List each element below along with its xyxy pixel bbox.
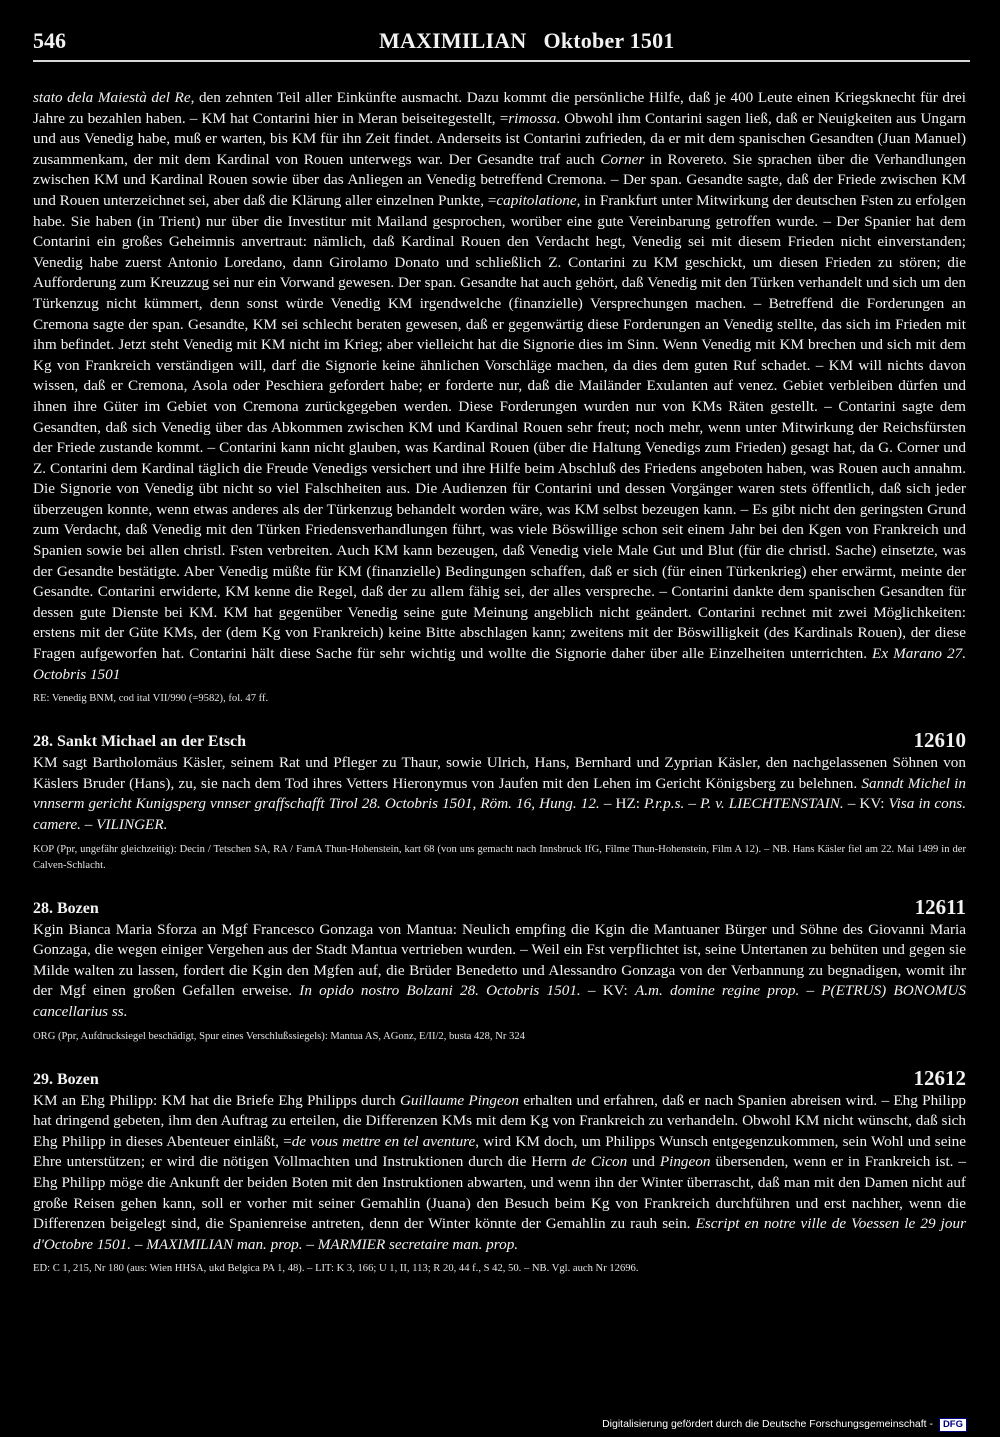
text-segment: übersenden, wenn er in Frankreich ist. – Ehg Philipp möge die Ankunft der beiden Boten mit den Instruktionen abwarten, und wenn ihn der Winter überrascht, daß man mit den Damen nicht auf große Reisen gehen kann, soll er vorher mit seiner Gemahlin (Juana) den Besuch beim Kg von Frankreich durchführen und erst nachher, wenn die Differenzen beigelegt sind, die Spanienreise antreten, denn der Winter könnte der Gemahlin zu rauh sein.	[33, 1153, 966, 1233]
page-body	[33, 88, 966, 1277]
text-segment: , den zehnten Teil aller Einkünfte ausmacht. Dazu kommt die persönliche Hilfe, daß je 400 Leute einen Kriegsknecht für drei Jahre zu bezahlen haben. – KM hat Contarini hier in Meran beiseitegestellt, =	[33, 89, 966, 127]
entry-header	[33, 1063, 966, 1091]
entry-12612	[33, 1063, 966, 1278]
entry-note: ED: C 1, 215, Nr 180 (aus: Wien HHSA, ukd Belgica PA 1, 48). – LIT: K 3, 166; U 1, II, 113; R 20, 44 f., S 42, 50. – NB. Vgl. auch Nr 12696.	[33, 1263, 639, 1275]
text-segment: – HZ:	[599, 795, 645, 813]
italic-text-segment: de vous mettre en tel aventure	[291, 1132, 476, 1150]
text-segment: –	[131, 1235, 147, 1253]
italic-text-segment: de Cicon	[571, 1153, 628, 1171]
italic-text-segment: MAXIMILIAN man. prop.	[146, 1235, 303, 1253]
page-header	[33, 28, 970, 60]
dfg-logo: DFG	[939, 1418, 967, 1432]
entry-text	[33, 920, 966, 1023]
italic-text-segment: Guillaume Pingeon	[399, 1091, 519, 1109]
text-segment: –	[302, 1235, 318, 1253]
header-rule	[33, 60, 970, 62]
italic-text-segment: rimossa	[508, 109, 557, 127]
entry-note: ORG (Ppr, Aufdrucksiegel beschädigt, Spur eines Verschlußssiegels): Mantua AS, AGonz, E/II/2, busta 428, Nr 324	[33, 1030, 525, 1042]
italic-text-segment: Visa in cons. camere.	[33, 795, 967, 833]
text-segment: –	[80, 816, 97, 833]
text-segment: erhalten und erfahren, daß er nach Spanien abreisen wird. – Ehg Philipp hat dringend gebeten, ihm den Auftrag zu erteilen, die Differenzen KMs mit dem Kg von Frankreich zu verhandeln. Obwohl KM nicht wünscht, daß sich Ehg Philipp in dieses Abenteuer einläßt, =	[33, 1091, 967, 1150]
continuation-note: RE: Venedig BNM, cod ital VII/990 (=9582), fol. 47 ff.	[33, 693, 269, 705]
entry-date-place: 28. Bozen	[33, 899, 99, 917]
italic-text-segment: Escript en notre ville de Voessen le 29 jour d'Octobre 1501.	[33, 1215, 966, 1253]
entry-header	[33, 725, 966, 753]
continuation-text	[33, 88, 966, 685]
page-number: 546	[33, 28, 66, 53]
italic-text-segment: P.r.p.s.	[644, 795, 685, 813]
entry-12611	[33, 892, 966, 1045]
italic-text-segment: VILINGER.	[96, 816, 168, 833]
regest-number: 12611	[914, 894, 966, 919]
text-segment: KM sagt Bartholomäus Käsler, seinem Rat und Pfleger zu Thaur, sowie Ulrich, Hans, Bernhard und Zyprian Käsler, den nachgelassenen Söhnen von Käslers Bruder (Hans), zu, sie nach dem Tod ihres Vetters Hieronymus von Jaufen mit den Lehen im Gericht Königsberg zu belehnen.	[33, 754, 966, 792]
running-title: MAXIMILIAN Oktober 1501	[379, 28, 675, 53]
text-segment: , wird KM doch, um Philipps Wunsch entgegenzukommen, sein Wohl und seine Ehre unterstützen; er wird die nötigen Vollmachten und Instruktionen durch die Herrn	[33, 1132, 966, 1171]
text-segment: in Rovereto. Sie sprachen über die Verhandlungen zwischen KM und Kardinal Rouen sowie über das Anliegen an Venedig betreffend Cremona. – Der span. Gesandte sagte, daß der Friede zwischen KM und Rouen unterzeichnet sei, aber daß die Klärung aller einzelnen Punkte, =	[33, 150, 966, 209]
text-segment: , in Frankfurt unter Mitwirkung der deutschen Fsten zu erfolgen habe. Sie haben (in Trient) nur über die Investitur mit Mailand gesprochen, worüber eine gute Vereinbarung getroffen wurde. – Der Spanier hat dem Contarini ein großes Geheimnis anvertraut: nämlich, daß Kardinal Rouen den Verdacht hegt, Venedig sei mit diesem Frieden nicht einverstanden; Venedig habe zuerst Antonio Loredano, dann Girolamo Donato und schließlich Z. Contarini zu KM geschickt, um diesen Frieden zu stören; die Aufforderung zum Kreuzzug sei nur ein Vorwand gewesen. Der span. Gesandte hat auch gehört, daß Venedig mit den Türken verhandelt und sich um den Türkenzug nicht kümmert, denn sonst würde Venedig KM irgendwelche (finanzielle) Versprechungen machen. – Betreffend die Forderungen an Cremona sagte der span. Gesandte, KM sei schlecht beraten gewesen, daß er gegenwärtig diese Forderungen an Venedig stellte, das sich im Frieden mit ihm befindet. Jetzt steht Venedig mit KM nicht im Krieg; aber vielleicht hat die Signorie dies im Sinn. Wenn Venedig mit KM brechen und sich mit dem Kg von Frankreich verständigen will, darf die Signorie keine ähnlichen Vorschläge machen, da dies dem guten Ruf schadet. – KM will nichts davon wissen, daß er Cremona, Asola oder Peschiera gefordert habe; er forderte nur, daß die Mailänder Exulanten auf venez. Gebiet verbleiben dürfen und ihnen ihre Güter im Gebiet von Cremona zurückgegeben werden. Diese Forderungen wurden nur von KMs Räten gestellt. – Contarini sagte dem Gesandten, daß sich Venedig über das Abkommen zwischen KM und Kardinal Rouen sehr freut; noch mehr, wenn unter Mitwirkung der Reichsfürsten der Friede zustande kommt. – Contarini kann nicht glauben, was Kardinal Rouen (über die Haltung Venedigs zum Frieden) gesagt hat, da G. Corner und Z. Contarini dem Kardinal täglich die Freude Venedigs versichert und ihre Hilfe beim Abschluß des Friedens angeboten haben, was Rouen auch annahm. Die Signorie von Venedig übt nicht so viel Falschheiten aus. Die Audienzen für Contarini und dessen Vorgänger waren stets öffentlich, daß sich jeder überzeugen konnte, wenn etwas anderes als der Türkenzug behandelt worden wäre, was KM selbst bezeugen kann. – Es gibt nicht den geringsten Grund zum Verdacht, daß Venedig mit den Türken Friedensverhandlungen führt, was viele Böswillige schon seit einem Jahr bei den Kgen von Frankreich und Spanien sowie bei allen christl. Fsten verbreiten. Auch KM kann bezeugen, daß Venedig viele Male Gut und Blut (für die christl. Sache) einsetzte, was der Gesandte bestätigte. Aber Venedig müßte für KM (finanzielle) Bedingungen schaffen, daß er sich (für einen Türkenkrieg) eher erwärmt, meinte der Gesandte. Contarini erwiderte, KM kenne die Regel, daß der zu allem fähig sei, der alles verspreche. – Contarini dankte dem spanischen Gesandten für dessen gute Dienste bei KM. KM hat gegenüber Venedig seine gute Meinung angeblich nicht geändert. Contarini rechnet mit zwei Möglichkeiten: erstens mit der Güte KMs, der (dem Kg von Frankreich) keine Bitte abschlagen kann; zweitens mit der Böswilligkeit (des Kardinals Rouen), der diese Fragen aufgeworfen hat. Contarini hält diese Sache für sehr wichtig und wollte die Signorie daher über alle Einzelheiten unterrichten.	[33, 191, 966, 663]
italic-text-segment: P. v. LIECHTENSTAIN.	[700, 795, 844, 813]
italic-text-segment: Pingeon	[659, 1153, 711, 1171]
text-segment: und	[627, 1153, 660, 1171]
entry-date-place: 28. Sankt Michael an der Etsch	[33, 733, 247, 751]
regest-number: 12612	[913, 1065, 966, 1090]
italic-text-segment: capitolatione	[496, 191, 577, 209]
entry-date-place: 29. Bozen	[33, 1070, 99, 1088]
italic-text-segment: A.m. domine regine prop.	[634, 982, 800, 1000]
entry-note: KOP (Ppr, ungefähr gleichzeitig): Decin / Tetschen SA, RA / FamA Thun-Hohenstein, kart 68 (von uns gemacht nach Innsbruck IfG, Filme Thun-Hohenstein, Film A 12). – NB. Hans Käsler fiel am 22. Mai 1499 in der Calven-Schlacht.	[33, 843, 966, 871]
italic-text-segment: P(ETRUS) BONOMUS cancellarius ss.	[33, 982, 966, 1020]
italic-text-segment: Ex Marano 27. Octobris 1501	[33, 645, 966, 683]
text-segment: . Obwohl ihm Contarini sagen ließ, daß er Neuigkeiten aus Ungarn und aus Venedig habe, muß er warten, bis KM für ihn Zeit findet. Anderseits ist Contarini zufrieden, da er mit dem spanischen Gesandten (Juan Manuel) zusammenkam, der mit dem Kardinal von Rouen unterwegs war. Der Gesandte traf auch	[33, 109, 966, 168]
italic-text-segment: stato dela Maiestà del Re	[33, 89, 191, 106]
text-segment: – KV:	[843, 795, 889, 813]
digitization-footer	[602, 1418, 967, 1432]
regest-number: 12610	[913, 728, 966, 753]
text-segment: Kgin Bianca Maria Sforza an Mgf Francesco Gonzaga von Mantua: Neulich empfing die Kgin die Mantuaner Bürger und Söhne des Giovanni Maria Gonzaga, die wegen einiger Vergehen aus der Stadt Mantua vertrieben wurden. – Weil ein Fst verpflichtet ist, seine Untertanen zu behüten und gegen sie Milde walten zu lassen, fordert die Kgin den Mgfen auf, die Brüder Benedetto und Alessandro Gonzaga von der Verbannung zu begnadigen, womit ihr der Mgf einen großen Gefallen erweise.	[33, 920, 966, 1000]
text-segment: –	[799, 982, 822, 1000]
italic-text-segment: MARMIER secretaire man. prop.	[317, 1235, 519, 1253]
italic-text-segment: Corner	[600, 150, 645, 168]
text-segment: – KV:	[580, 982, 635, 1000]
entry-header	[33, 892, 966, 920]
italic-text-segment: Sanndt Michel in vnnserm gericht Kunigsperg vnnser graffschafft Tirol 28. Octobris 1501, Röm. 16, Hung. 12.	[33, 774, 966, 813]
text-segment: KM an Ehg Philipp: KM hat die Briefe Ehg Philipps durch	[33, 1091, 400, 1109]
entry-12610	[33, 725, 966, 873]
text-segment: –	[684, 795, 701, 813]
italic-text-segment: In opido nostro Bolzani 28. Octobris 1501.	[299, 982, 581, 1000]
footer-text: Digitalisierung gefördert durch die Deutsche Forschungsgemeinschaft -	[602, 1418, 934, 1430]
entry-text	[33, 1091, 966, 1256]
entry-text	[33, 753, 966, 835]
